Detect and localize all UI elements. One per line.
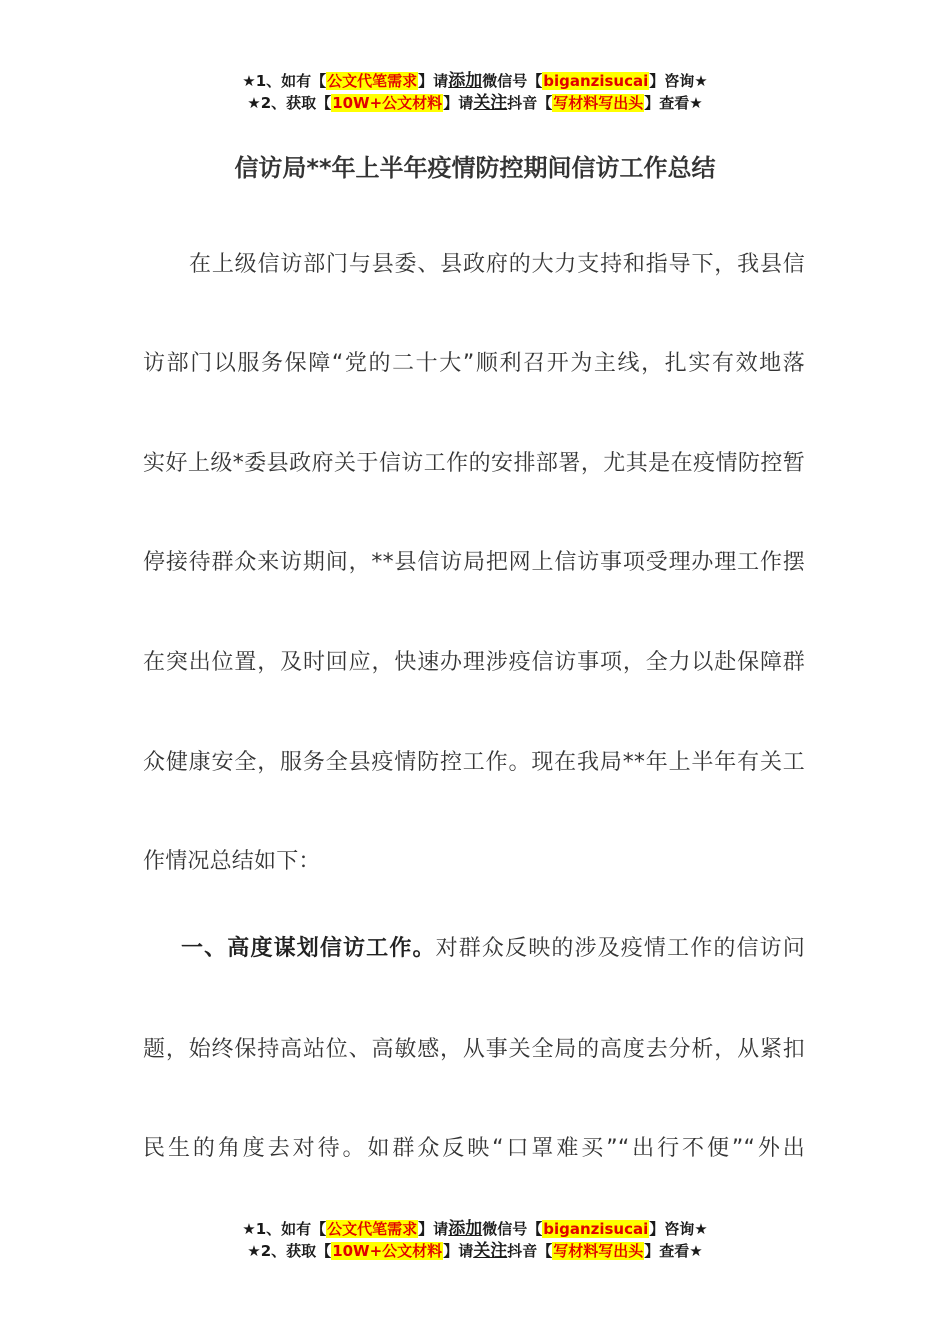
- banner-text: 】咨询★: [649, 1220, 708, 1238]
- banner-text: 】请: [443, 94, 474, 112]
- paragraph-line: 题，始终保持高站位、高敏感，从事关全局的高度去分析，从紧扣: [143, 1037, 805, 1062]
- highlight-wechat-id: biganzisucai: [543, 1220, 649, 1238]
- emphasis-text: 添加: [448, 71, 483, 91]
- highlight-service: 公文代笔需求: [327, 1220, 418, 1238]
- paragraph-line: 众健康安全，服务全县疫情防控工作。现在我局**年上半年有关工: [143, 750, 805, 775]
- banner-text: 】请: [418, 72, 449, 90]
- paragraph-line: 实好上级*委县政府关于信访工作的安排部署，尤其是在疫情防控暂: [143, 451, 805, 476]
- highlight-materials: 10W+公文材料: [332, 94, 443, 112]
- paragraph-line: 停接待群众来访期间，**县信访局把网上信访事项受理办理工作摆: [143, 550, 805, 575]
- banner-text: 微信号【: [482, 1220, 543, 1238]
- banner-text: 微信号【: [482, 72, 543, 90]
- emphasis-text: 关注: [473, 1241, 508, 1261]
- banner-text: 】查看★: [644, 94, 703, 112]
- paragraph-line: 民生的角度去对待。如群众反映“口罩难买”“出行不便”“外出: [143, 1136, 805, 1161]
- highlight-douyin-account: 写材料写出头: [553, 94, 644, 112]
- section-heading: 一、高度谋划信访工作。: [181, 936, 436, 961]
- banner-text: ★1、如有【: [242, 1220, 327, 1238]
- banner-text: 】查看★: [644, 1242, 703, 1260]
- paragraph-line: 在突出位置，及时回应，快速办理涉疫信访事项，全力以赴保障群: [143, 650, 805, 675]
- highlight-wechat-id: biganzisucai: [543, 72, 649, 90]
- footer-banner: [0, 1218, 950, 1262]
- section-text: 对群众反映的涉及疫情工作的信访问: [435, 936, 805, 961]
- banner-text: 】咨询★: [649, 72, 708, 90]
- banner-line-1: [0, 1218, 950, 1240]
- highlight-materials: 10W+公文材料: [332, 1242, 443, 1260]
- document-title: 信访局**年上半年疫情防控期间信访工作总结: [234, 154, 716, 182]
- banner-text: 抖音【: [507, 1242, 553, 1260]
- emphasis-text: 添加: [448, 1219, 483, 1239]
- banner-text: ★2、获取【: [247, 94, 332, 112]
- banner-line-1: [0, 70, 950, 92]
- emphasis-text: 关注: [473, 93, 508, 113]
- banner-text: 】请: [418, 1220, 449, 1238]
- banner-line-2: [0, 1240, 950, 1262]
- paragraph-line: 访部门以服务保障“党的二十大”顺利召开为主线，扎实有效地落: [143, 351, 805, 376]
- banner-text: ★2、获取【: [247, 1242, 332, 1260]
- banner-line-2: [0, 92, 950, 114]
- section-heading-line: [143, 934, 805, 964]
- highlight-service: 公文代笔需求: [327, 72, 418, 90]
- paragraph-line: 在上级信访部门与县委、县政府的大力支持和指导下，我县信: [189, 252, 805, 277]
- banner-text: 】请: [443, 1242, 474, 1260]
- banner-text: ★1、如有【: [242, 72, 327, 90]
- paragraph-line: 作情况总结如下：: [143, 849, 321, 874]
- header-banner: [0, 70, 950, 114]
- banner-text: 抖音【: [507, 94, 553, 112]
- highlight-douyin-account: 写材料写出头: [553, 1242, 644, 1260]
